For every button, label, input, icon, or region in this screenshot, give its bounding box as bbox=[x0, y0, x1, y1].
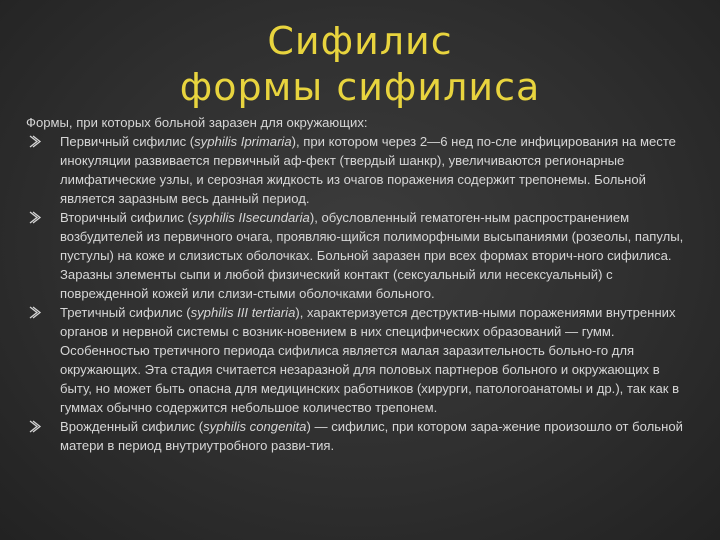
form-description: , обусловленный гематоген-ным распространением возбудителей из первичного очага, проявляю-щийся полиморфными высыпаниями (розеолы, папулы, пустулы) на коже и слизистых оболочках. Больной заразен при всех формах вторич-ного сифилиса. Заразны элементы сыпи и любой физический контакт (сексуальный или несексуальный) с поврежденной кожей или слизи-стыми оболочками больного. bbox=[60, 210, 684, 301]
form-name: Вторичный сифилис bbox=[60, 210, 184, 225]
form-latin: syphilis Iprimaria bbox=[194, 134, 292, 149]
list-item-congenital: Врожденный сифилис (syphilis congenita) — сифилис, при котором зара-жение произошло от больной матери в период внутриутробного разви-тия. bbox=[26, 417, 690, 455]
form-name: Врожденный сифилис bbox=[60, 419, 196, 434]
slide-body bbox=[26, 113, 690, 455]
arrow-bullet-icon bbox=[28, 417, 42, 436]
form-latin: syphilis congenita bbox=[203, 419, 307, 434]
form-name: Первичный сифилис bbox=[60, 134, 187, 149]
form-description: , при котором через 2—6 нед по-сле инфицирования на месте инокуляции развивается первичный аф-фект (твердый шанкр), увеличиваются регионарные лимфатические узлы, и серозная жидкость из очагов поражения содержит трепонемы. Больной является заразным весь данный период. bbox=[60, 134, 676, 206]
list-item-tertiary: Третичный сифилис (syphilis III tertiaria), характеризуется деструктив-ными поражениями внутренних органов и нервной системы с возник-новением в них специфических образований — гумм. Особенностью третичного периода сифилиса является малая заразительность больно-го для окружающих. Эта стадия считается незаразной для половых партнеров больного и окружающих в быту, но может быть опасна для медицинских работников (хирурги, патологоанатомы и др.), так как в гуммах обычно содержится небольшое количество трепонем. bbox=[26, 303, 690, 417]
form-name: Третичный сифилис bbox=[60, 305, 183, 320]
form-latin: syphilis IIsecundaria bbox=[191, 210, 310, 225]
slide-subtitle: формы сифилиса bbox=[179, 65, 541, 109]
arrow-bullet-icon bbox=[28, 303, 42, 322]
form-latin: syphilis III tertiaria bbox=[190, 305, 296, 320]
arrow-bullet-icon bbox=[28, 132, 42, 151]
form-description: , характеризуется деструктив-ными поражениями внутренних органов и нервной системы с возник-новением в них специфических образований — гумм. Особенностью третичного периода сифилиса является малая заразительность больно-го для окружающих. Эта стадия считается незаразной для половых партнеров больного и окружающих в быту, но может быть опасна для медицинских работников (хирурги, патологоанатомы и др.), так как в гуммах обычно содержится небольшое количество трепонем. bbox=[60, 305, 680, 415]
arrow-bullet-icon bbox=[28, 208, 42, 227]
forms-list bbox=[26, 132, 690, 455]
form-description: — сифилис, при котором зара-жение произошло от больной матери в период внутриутробного разви-тия. bbox=[60, 419, 683, 453]
list-item-primary: Первичный сифилис (syphilis Iprimaria), при котором через 2—6 нед по-сле инфицирования на месте инокуляции развивается первичный аф-фект (твердый шанкр), увеличиваются регионарные лимфатические узлы, и серозная жидкость из очагов поражения содержит трепонемы. Больной является заразным весь данный период. bbox=[26, 132, 690, 208]
slide-title: Сифилис bbox=[267, 19, 453, 63]
intro-text: Формы, при которых больной заразен для окружающих: bbox=[26, 115, 368, 130]
list-item-secondary: Вторичный сифилис (syphilis IIsecundaria), обусловленный гематоген-ным распространением возбудителей из первичного очага, проявляю-щийся полиморфными высыпаниями (розеолы, папулы, пустулы) на коже и слизистых оболочках. Больной заразен при всех формах вторич-ного сифилиса. Заразны элементы сыпи и любой физический контакт (сексуальный или несексуальный) с поврежденной кожей или слизи-стыми оболочками больного. bbox=[26, 208, 690, 303]
